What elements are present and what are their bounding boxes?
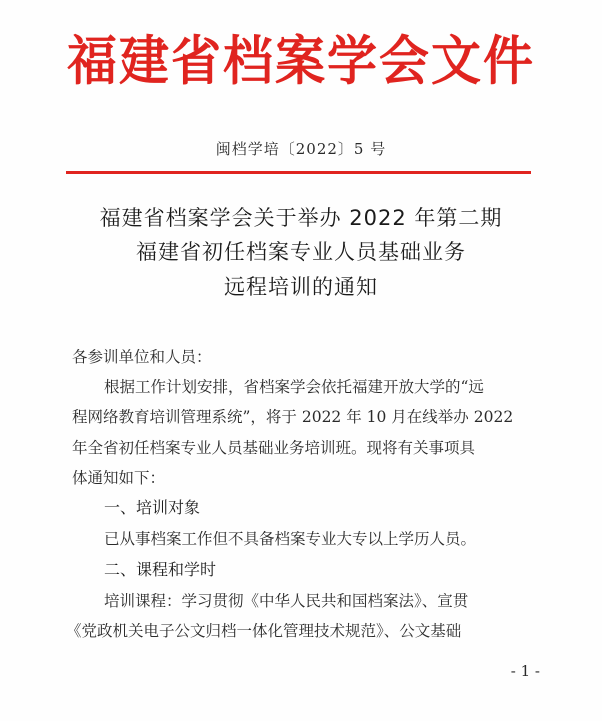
notice-title-line-1: 福建省档案学会关于举办 2022 年第二期 <box>99 206 503 230</box>
document-number: 闽档学培〔2022〕5 号 <box>215 140 387 158</box>
notice-title-line-3: 远程培训的通知 <box>224 275 378 299</box>
red-divider-line <box>66 171 531 174</box>
paragraph-line: 根据工作计划安排，省档案学会依托福建开放大学的“远 <box>104 378 484 396</box>
section-text-training-target: 已从事档案工作但不具备档案专业大专以上学历人员。 <box>104 530 477 548</box>
paragraph-line: 体通知如下： <box>72 469 166 487</box>
section-heading-training-target: 一、培训对象 <box>104 498 201 517</box>
paragraph-line: 《党政机关电子公文归档一体化管理技术规范》、公文基础 <box>66 622 462 640</box>
masthead-title: 福建省档案学会文件 <box>67 30 535 92</box>
paragraph-line: 年全省初任档案专业人员基础业务培训班。现将有关事项具 <box>72 439 476 457</box>
notice-title-line-2: 福建省初任档案专业人员基础业务 <box>136 240 466 264</box>
paragraph-line: 程网络教育培训管理系统”，将于 2022 年 10 月在线举办 2022 <box>72 408 514 426</box>
salutation: 各参训单位和人员： <box>72 348 212 366</box>
paragraph-line: 培训课程：学习贯彻《中华人民共和国档案法》、宣贯 <box>104 592 469 610</box>
page-number: - 1 - <box>510 662 540 680</box>
section-heading-courses: 二、课程和学时 <box>104 560 217 579</box>
